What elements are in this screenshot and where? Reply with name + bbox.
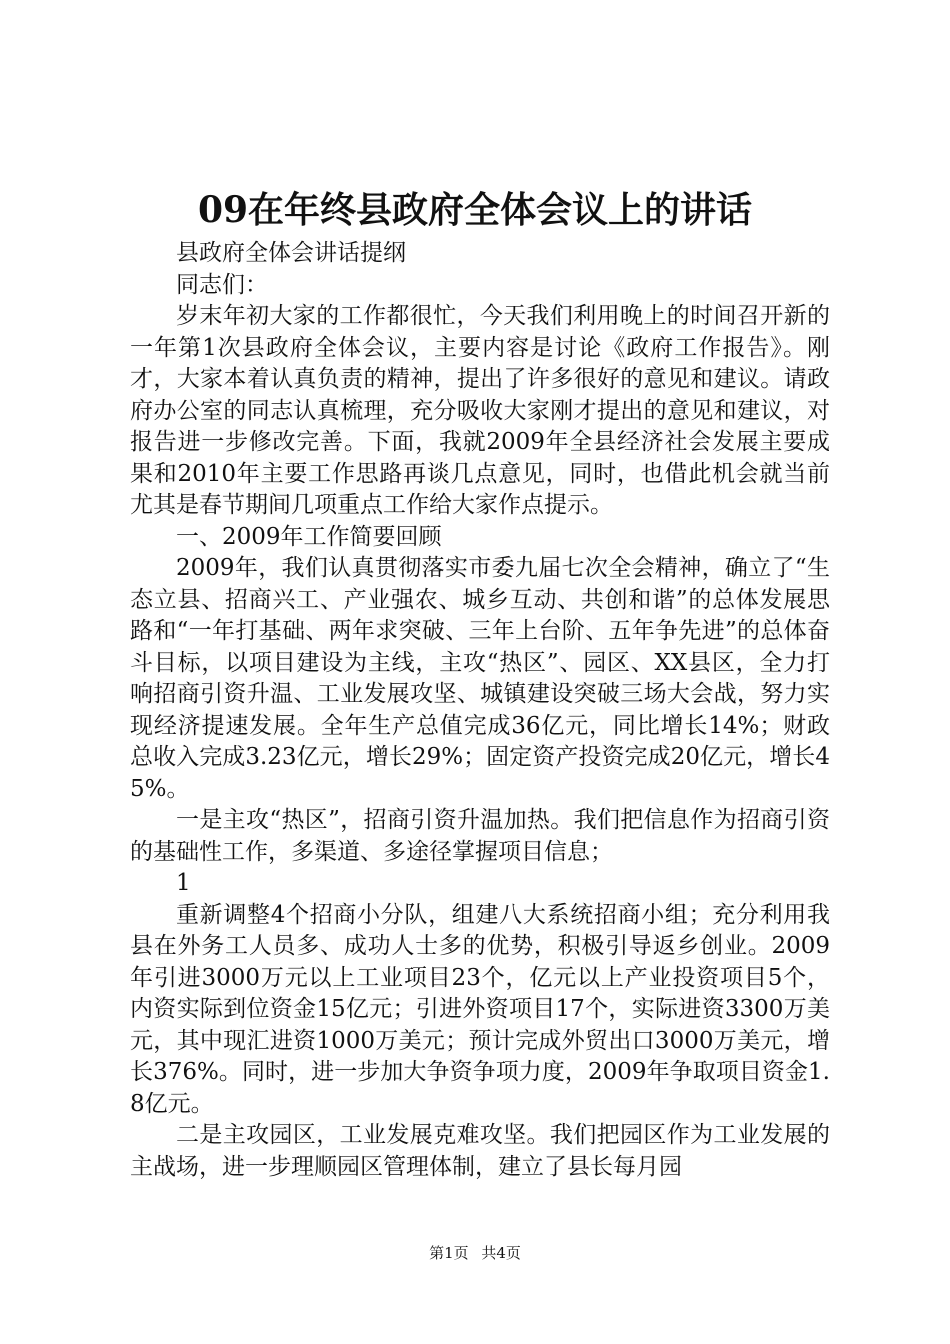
paragraph-review: 2009年，我们认真贯彻落实市委九届七次全会精神，确立了“生态立县、招商兴工、产业强农、城乡互动、共创和谐”的总体发展思路和“一年打基础、两年求突破、三年上台阶、五年争先进”的总体奋斗目标，以项目建设为主线，主攻“热区”、园区、XX县区，全力打响招商引资升温、工业发展攻坚、城镇建设突破三场大会战，努力实现经济提速发展。全年生产总值完成36亿元，同比增长14%；财政总收入完成3.23亿元，增长29%；固定资产投资完成20亿元，增长45%。 [130,555,830,802]
outline-heading: 县政府全体会讲话提纲 [176,240,406,266]
page-footer [0,1243,950,1263]
section-heading-1: 一、2009年工作简要回顾 [176,523,442,550]
document-title: 09在年终县政府全体会议上的讲话 [197,189,753,231]
footer-page-current: 第1页 [429,1244,469,1262]
paragraph-intro: 岁末年初大家的工作都很忙，今天我们利用晚上的时间召开新的一年第1次县政府全体会议，主要内容是讨论《政府工作报告》。刚才，大家本着认真负责的精神，提出了许多很好的意见和建议。请政府办公室的同志认真梳理，充分吸收大家刚才提出的意见和建议，对报告进一步修改完善。下面，我就2009年全县经济社会发展主要成果和2010年主要工作思路再谈几点意见，同时，也借此机会就当前尤其是春节期间几项重点工作给大家作点提示。 [130,303,830,518]
document-body [130,238,830,1183]
inline-page-number: 1 [176,870,191,896]
paragraph-investment: 重新调整4个招商小分队，组建八大系统招商小组；充分利用我县在外务工人员多、成功人士多的优势，积极引导返乡创业。2009年引进3000万元以上工业项目23个，亿元以上产业投资项目5个，内资实际到位资金15亿元；引进外资项目17个，实际进资3300万美元，其中现汇进资1000万美元；预计完成外贸出口3000万美元，增长376%。同时，进一步加大争资争项力度，2009年争取项目资金1.8亿元。 [130,901,830,1117]
paragraph-point-2: 二是主攻园区，工业发展克难攻坚。我们把园区作为工业发展的主战场，进一步理顺园区管理体制，建立了县长每月园 [130,1122,830,1180]
salutation: 同志们： [176,271,268,298]
footer-page-total: 共4页 [481,1244,521,1262]
paragraph-point-1: 一是主攻“热区”，招商引资升温加热。我们把信息作为招商引资的基础性工作，多渠道、多途径掌握项目信息； [130,807,830,865]
